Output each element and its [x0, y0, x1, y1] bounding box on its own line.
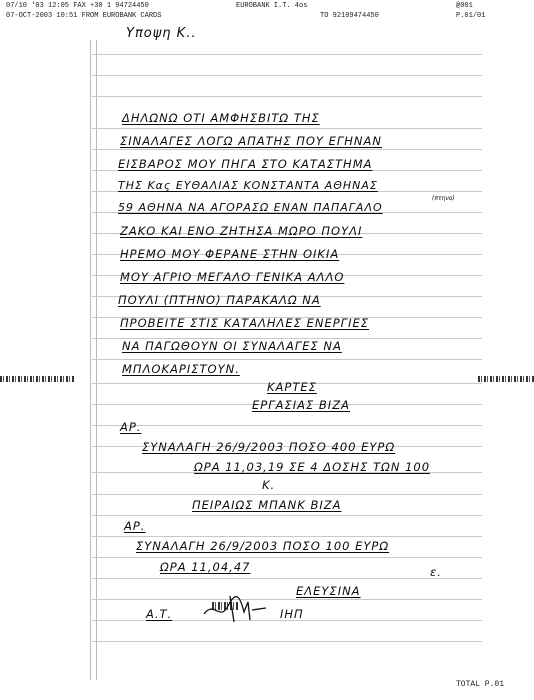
letter-line-10: ΠΡΟΒΕΙΤΕ ΣΤΙΣ ΚΑΤΑΛΗΛΕΣ ΕΝΕΡΓΙΕΣ: [120, 316, 370, 330]
fax-header-line1-left: 07/10 '03 12:05 FAX +30 1 94724450: [6, 2, 149, 10]
margin-line-left-inner: [96, 40, 97, 680]
letter-line-8: ΜΟΥ ΑΓΡΙΟ ΜΕΓΑΛΟ ΓΕΝΙΚΑ ΑΛΛΟ: [120, 270, 345, 284]
section1-transaction: ΣΥΝΑΛΑΓΗ 26/9/2003 ΠΟΣΟ 400 ΕΥΡΩ: [142, 440, 396, 454]
section1-title1: ΚΑΡΤΕΣ: [267, 380, 317, 394]
section1-ar: ΑΡ.: [120, 420, 142, 434]
interlinear-note: (πτηνο): [432, 195, 455, 202]
section1-mark: Κ.: [262, 478, 276, 492]
section2-title: ΠΕΙΡΑΙΩΣ ΜΠΑΝΚ ΒΙΖΑ: [192, 498, 342, 512]
letter-line-9: ΠΟΥΛΙ (ΠΤΗΝΟ) ΠΑΡΑΚΑΛΩ ΝΑ: [118, 293, 321, 307]
place: ΕΛΕΥΣΙΝΑ: [296, 584, 361, 598]
section1-title2: ΕΡΓΑΣΙΑΣ ΒΙΖΑ: [252, 398, 350, 412]
section2-time: ΩΡΑ 11,04,47: [160, 560, 251, 574]
letter-line-3: ΕΙΣΒΑΡΟΣ ΜΟΥ ΠΗΓΑ ΣΤΟ ΚΑΤΑΣΤΗΜΑ: [118, 157, 373, 171]
fax-noise-left: [0, 376, 74, 382]
id-label: Α.Τ.: [146, 607, 173, 621]
letter-line-11: ΝΑ ΠΑΓΩΘΟΥΝ ΟΙ ΣΥΝΑΛΑΓΕΣ ΝΑ: [122, 339, 342, 353]
fax-noise-right: [478, 376, 534, 382]
fax-footer-total: TOTAL P.01: [456, 680, 505, 689]
handwritten-header: Υποψη Κ..: [126, 26, 197, 41]
section1-time: ΩΡΑ 11,03,19 ΣΕ 4 ΔΟΣΗΣ ΤΩΝ 100: [194, 460, 431, 474]
letter-line-1: ΔΗΛΩΝΩ ΟΤΙ ΑΜΦΗΣΒΙΤΩ ΤΗΣ: [122, 111, 320, 125]
letter-line-7: ΗΡΕΜΟ ΜΟΥ ΦΕΡΑΝΕ ΣΤΗΝ ΟΙΚΙΑ: [120, 247, 340, 261]
fax-header-line1-center: EUROBANK I.T. 4os: [236, 2, 308, 10]
letter-line-4: ΤΗΣ Κας ΕΥΘΑΛΙΑΣ ΚΟΝΣΤΑΝΤΑ ΑΘΗΝΑΣ: [118, 179, 378, 192]
letter-line-12: ΜΠΛΟΚΑΡΙΣΤΟΥΝ.: [122, 362, 240, 376]
section2-ar: ΑΡ.: [124, 519, 146, 533]
fax-header-line2-left: 07-OCT-2003 10:51 FROM EUROBANK CARDS: [6, 12, 162, 20]
section2-transaction: ΣΥΝΑΛΑΓΗ 26/9/2003 ΠΟΣΟ 100 ΕΥΡΩ: [136, 539, 390, 553]
fax-header-line1-right: @001: [456, 2, 473, 10]
fax-header-line2-center: TO 92109474450: [320, 12, 379, 20]
letter-line-6: ΖΑΚΟ ΚΑΙ ΕΝΟ ΖΗΤΗΣΑ ΜΩΡΟ ΠΟΥΛΙ: [120, 224, 363, 238]
letter-line-2: ΣΙΝΑΛΑΓΕΣ ΛΟΓΩ ΑΠΑΤΗΣ ΠΟΥ ΕΓΗΝΑΝ: [120, 134, 382, 148]
fax-header-line2-right: P.01/01: [456, 12, 486, 20]
letter-line-5: 59 ΑΘΗΝΑ ΝΑ ΑΓΟΡΑΣΩ ΕΝΑΝ ΠΑΠΑΓΑΛΟ: [118, 201, 383, 214]
id-value: ΙΗΠ: [280, 607, 304, 621]
signature: [200, 592, 270, 626]
margin-line-left: [90, 40, 91, 680]
section2-mark: ε.: [430, 565, 442, 579]
